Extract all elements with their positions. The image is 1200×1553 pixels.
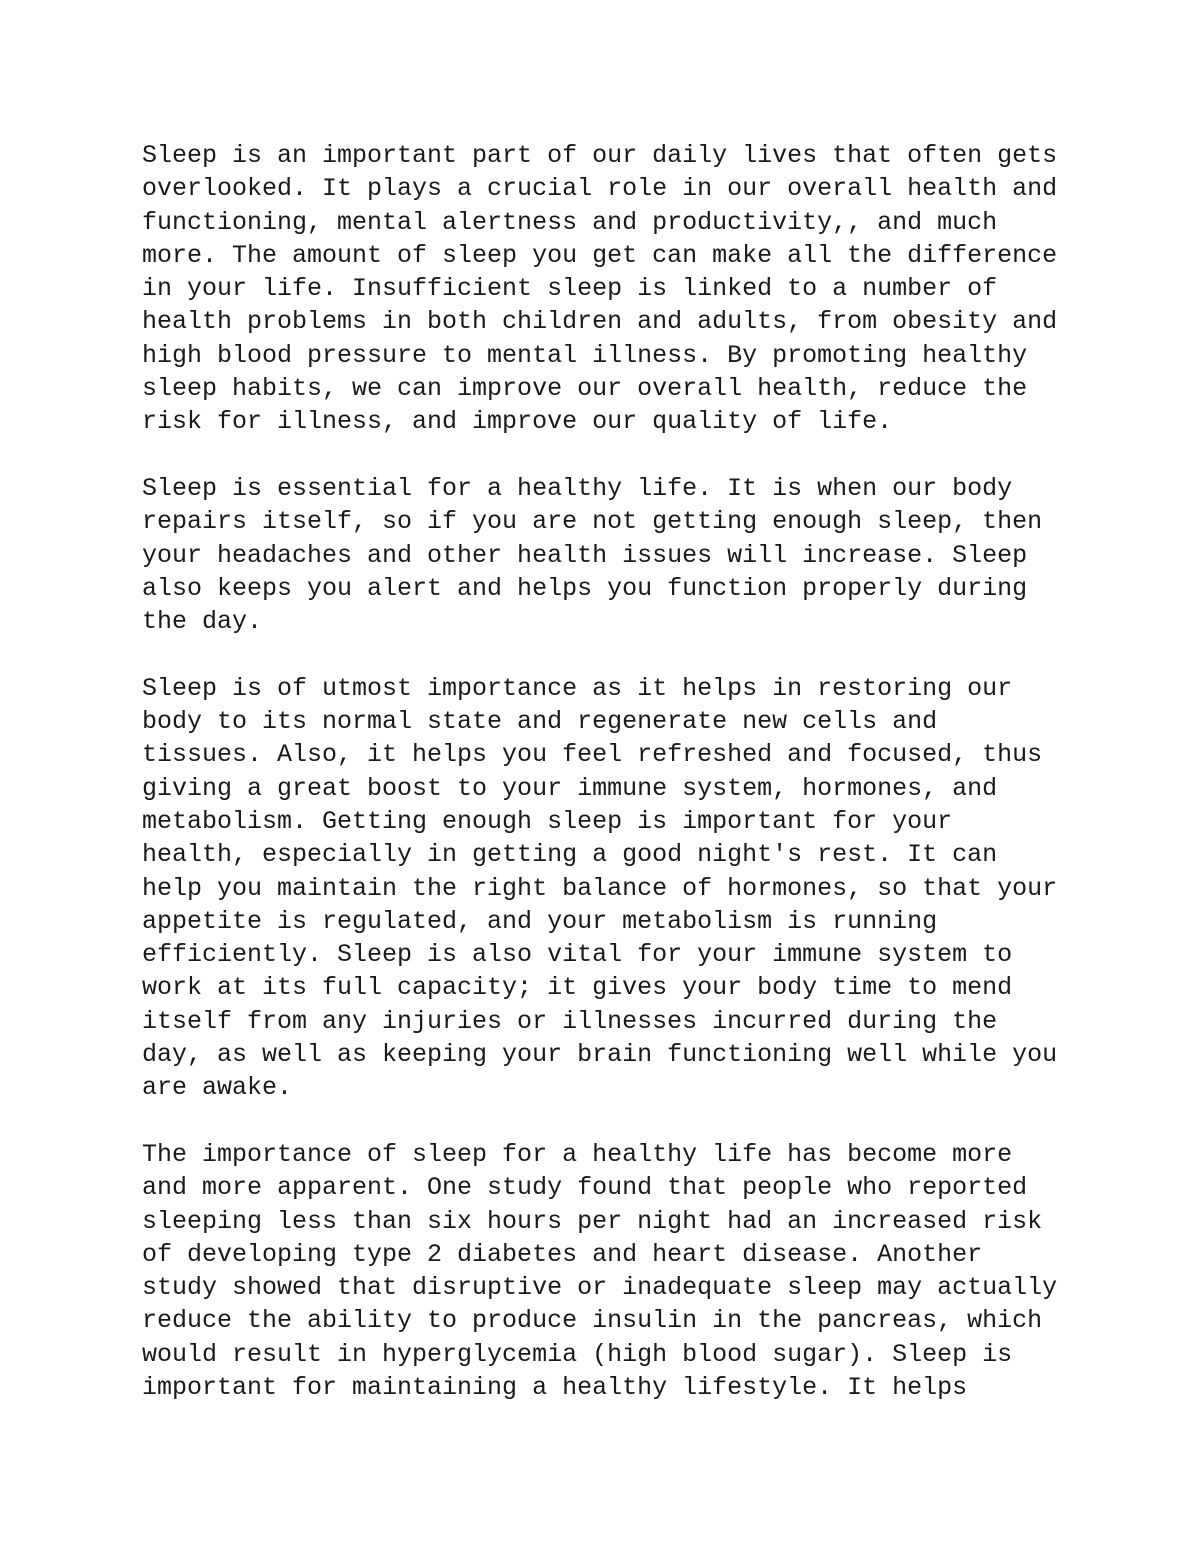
text-line: and more apparent. One study found that people who reported — [142, 1173, 1028, 1203]
text-line: would result in hyperglycemia (high blood sugar). Sleep is — [142, 1339, 1013, 1369]
text-line: work at its full capacity; it gives your body time to mend — [142, 973, 1013, 1003]
text-line: body to its normal state and regenerate new cells and — [142, 707, 938, 737]
text-line: help you maintain the right balance of hormones, so that your — [142, 873, 1058, 903]
paragraph — [142, 472, 1082, 638]
text-line: in your life. Insufficient sleep is linked to a number of — [142, 274, 998, 304]
document-body — [142, 139, 1082, 1404]
text-line: high blood pressure to mental illness. By promoting healthy — [142, 340, 1028, 370]
paragraph — [142, 1138, 1082, 1404]
text-line: efficiently. Sleep is also vital for your immune system to — [142, 940, 1013, 970]
text-line: more. The amount of sleep you get can make all the difference — [142, 240, 1058, 270]
paragraph — [142, 139, 1082, 439]
text-line: sleep habits, we can improve our overall health, reduce the — [142, 374, 1028, 404]
text-line: tissues. Also, it helps you feel refreshed and focused, thus — [142, 740, 1043, 770]
text-line: Sleep is an important part of our daily lives that often gets — [142, 141, 1058, 170]
text-line: your headaches and other health issues will increase. Sleep — [142, 540, 1028, 570]
paragraph — [142, 672, 1082, 1105]
text-line: health problems in both children and adults, from obesity and — [142, 307, 1058, 337]
text-line: functioning, mental alertness and productivity,, and much — [142, 207, 998, 237]
text-line: study showed that disruptive or inadequate sleep may actually — [142, 1273, 1058, 1303]
text-line: Sleep is essential for a healthy life. It is when our body — [142, 473, 1013, 503]
text-line: appetite is regulated, and your metabolism is running — [142, 906, 938, 936]
text-line: giving a great boost to your immune system, hormones, and — [142, 773, 998, 803]
text-line: The importance of sleep for a healthy life has become more — [142, 1139, 1013, 1169]
text-line: sleeping less than six hours per night had an increased risk — [142, 1206, 1043, 1236]
text-line: also keeps you alert and helps you function properly during — [142, 573, 1028, 603]
text-line: metabolism. Getting enough sleep is important for your — [142, 806, 953, 836]
text-line: risk for illness, and improve our quality of life. — [142, 407, 893, 437]
text-line: repairs itself, so if you are not getting enough sleep, then — [142, 507, 1043, 537]
text-line: the day. — [142, 607, 263, 637]
text-line: Sleep is of utmost importance as it helps in restoring our — [142, 673, 1013, 703]
text-line: health, especially in getting a good night's rest. It can — [142, 840, 998, 870]
text-line: overlooked. It plays a crucial role in our overall health and — [142, 174, 1058, 204]
text-line: important for maintaining a healthy lifestyle. It helps — [142, 1372, 968, 1402]
text-line: of developing type 2 diabetes and heart disease. Another — [142, 1239, 983, 1269]
text-line: reduce the ability to produce insulin in the pancreas, which — [142, 1306, 1043, 1336]
text-line: are awake. — [142, 1073, 293, 1103]
text-line: day, as well as keeping your brain functioning well while you — [142, 1040, 1058, 1070]
text-line: itself from any injuries or illnesses incurred during the — [142, 1006, 998, 1036]
